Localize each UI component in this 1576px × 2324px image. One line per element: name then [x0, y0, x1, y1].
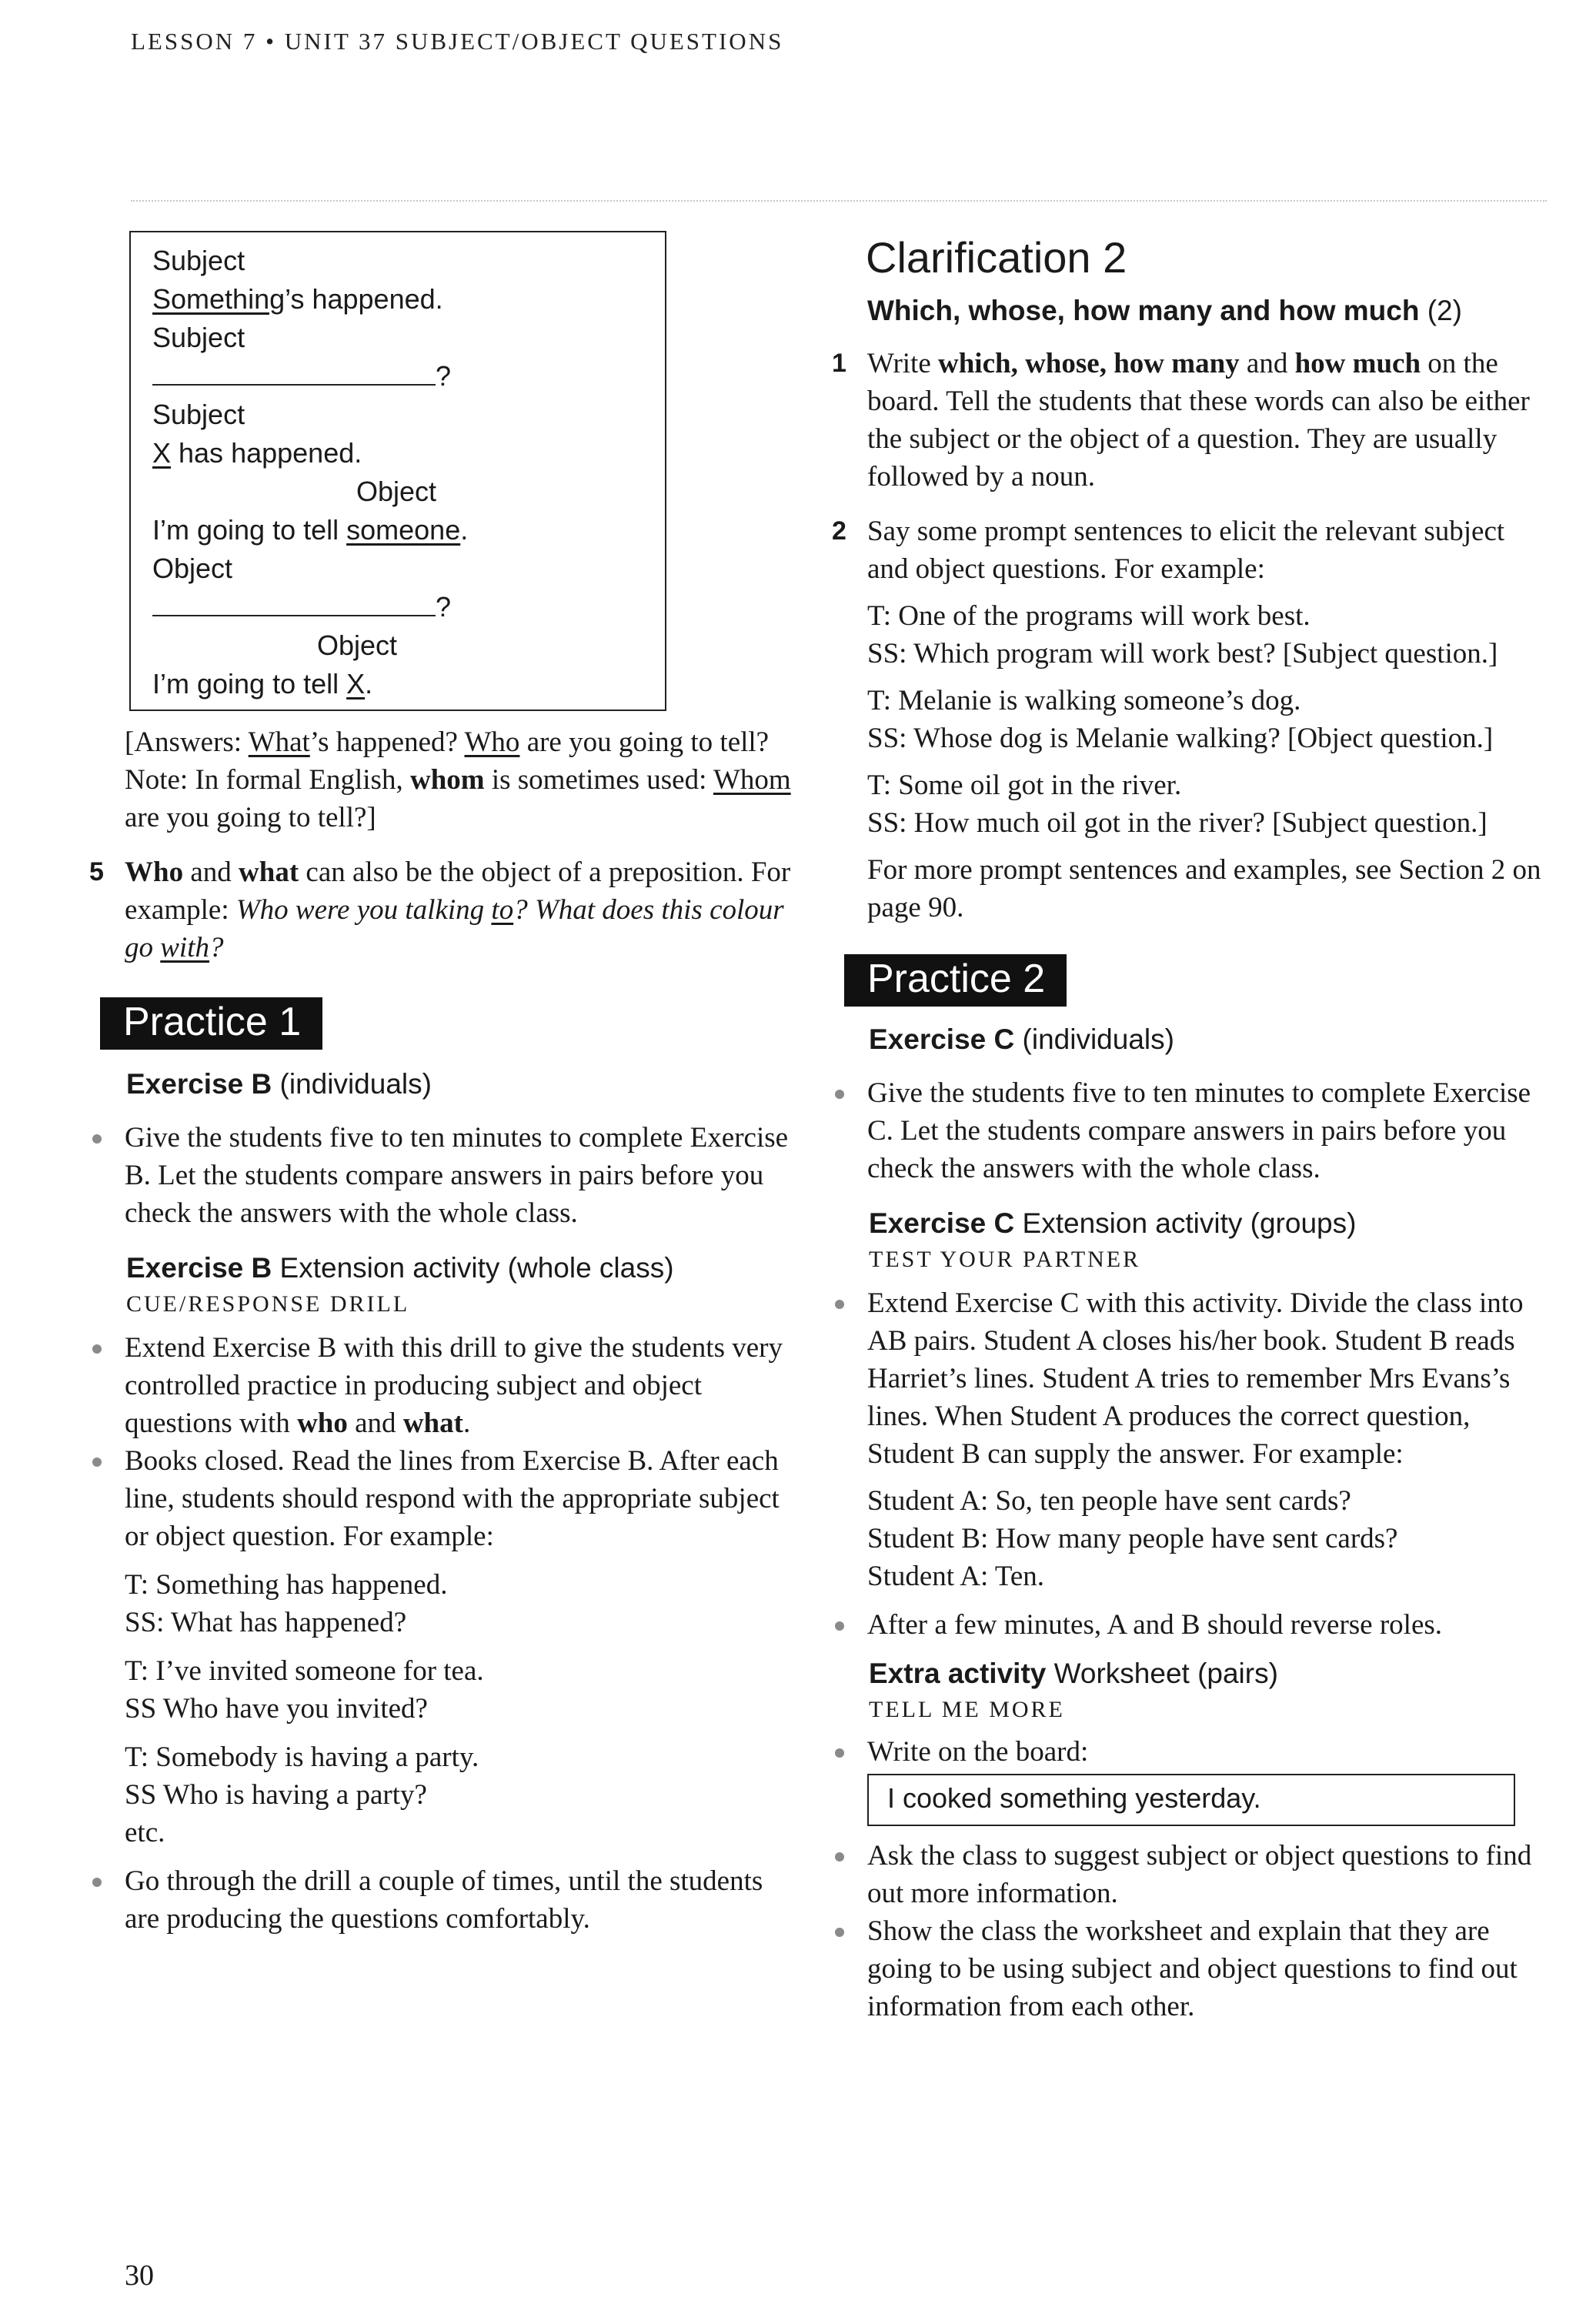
underlined-word: Whom [713, 764, 791, 796]
clarification-subheading [827, 291, 1543, 331]
example-line: T: I’ve invited someone for tea. [125, 1655, 484, 1687]
bullet-item: Write on the board: [827, 1733, 1543, 1771]
activity-label: TEST YOUR PARTNER [869, 1247, 1141, 1272]
drill-label: CUE/RESPONSE DRILL [126, 1291, 410, 1317]
text: Write [867, 348, 938, 379]
underlined-word: X [346, 668, 366, 700]
prompt-text: . [365, 668, 373, 700]
prompt-line [152, 280, 645, 319]
bold-word: whom [409, 764, 485, 796]
exercise-label: Exercise C [869, 1023, 1015, 1055]
prompt-line [152, 434, 645, 472]
italic-text: ? What does this colour go [125, 894, 784, 963]
example-line: SS: What has happened? [125, 1607, 407, 1638]
text: and [183, 856, 239, 888]
text: can also be the object of a preposition. For example: [125, 856, 791, 926]
bold-word: what [239, 856, 299, 888]
more-examples-note: For more prompt sentences and examples, see Section 2 on page 90. [867, 854, 1541, 923]
item-number: 2 [832, 516, 846, 546]
prompt-text: I’m going to tell [152, 514, 347, 546]
prompt-line: Subject [152, 399, 245, 430]
top-divider [131, 200, 1547, 202]
example-line: T: One of the programs will work best. [867, 600, 1311, 632]
text: on the board. Tell the students that these words can also be either the subject or the object of a question. They are usually followed by a noun. [867, 348, 1530, 493]
right-column [827, 231, 1543, 2025]
bullet-item: Extend Exercise C with this activity. Divide the class into AB pairs. Student A closes his/her book. Student B reads Harriet’s lines. Student A tries to remember Mrs Evans’s lines. When Student A produces the correct question, Student B can supply the answer. For example: [827, 1284, 1543, 1473]
exercise-label: Exercise B [126, 1068, 272, 1100]
extra-activity-heading [827, 1655, 1543, 1693]
question-mark: ? [436, 591, 452, 623]
example-line: etc. [125, 1817, 165, 1848]
exercise-label: Exercise B [126, 1252, 272, 1284]
item-number: 5 [89, 857, 104, 887]
prompt-line [152, 511, 645, 549]
exercise-c-extension-heading [827, 1204, 1543, 1243]
italic-text: Who were you talking [235, 894, 492, 926]
italic-text: ? [209, 932, 224, 963]
underlined-word: Who [464, 726, 520, 758]
prompt-text: . [460, 514, 469, 546]
underlined-word: What [248, 726, 310, 758]
prompt-line: Object [317, 629, 398, 661]
bullet-item: Go through the drill a couple of times, until the students are producing the questions comfortably. [85, 1862, 800, 1938]
exercise-mode: Worksheet (pairs) [1046, 1658, 1278, 1689]
text: is sometimes used: [484, 764, 713, 796]
exercise-mode: (individuals) [272, 1068, 432, 1100]
prompt-box [129, 231, 666, 711]
bullet-item: Ask the class to suggest subject or object questions to find out more information. [827, 1837, 1543, 1912]
example-line: SS Who is having a party? [125, 1779, 427, 1811]
example-line: Student A: So, ten people have sent cards? [867, 1485, 1351, 1517]
text: are you going to tell?] [125, 802, 376, 833]
exercise-mode: (individuals) [1014, 1023, 1174, 1055]
bold-word: how much [1294, 348, 1421, 379]
subheading-bold: Which, whose, how many and how much [867, 295, 1420, 326]
underlined-word: X [152, 437, 172, 469]
prompt-line: Subject [152, 245, 245, 276]
prompt-line: Object [356, 476, 437, 507]
prompt-text: I’m going to tell [152, 668, 347, 700]
bullet-item: Books closed. Read the lines from Exercise B. After each line, students should respond with the appropriate subject or object question. For example: [85, 1442, 800, 1555]
example-line: T: Some oil got in the river. [867, 770, 1182, 801]
running-head: LESSON 7 • UNIT 37 SUBJECT/OBJECT QUESTIONS [131, 28, 784, 55]
numbered-item-5 [85, 853, 800, 967]
example-line: Student A: Ten. [867, 1561, 1045, 1592]
text: Say some prompt sentences to elicit the relevant subject and object questions. For example: [867, 516, 1505, 585]
example-line: SS: Whose dog is Melanie walking? [Object question.] [867, 723, 1494, 754]
bullet-item: Show the class the worksheet and explain that they are going to be using subject and object questions to find out information from each other. [827, 1912, 1543, 2025]
left-column [85, 231, 800, 1938]
prompt-line [152, 357, 645, 396]
text: ’s happened? [309, 726, 465, 758]
exercise-b-heading [85, 1065, 800, 1104]
text: [Answers: [125, 726, 249, 758]
prompt-line: Object [152, 553, 233, 584]
bold-word: which, whose, how many [938, 348, 1240, 379]
numbered-item-2 [827, 513, 1543, 588]
text: Extend Exercise B with this drill to give the students very controlled practice in producing subject and object questions with [125, 1332, 783, 1439]
text: and [347, 1407, 403, 1439]
example-line: T: Something has happened. [125, 1569, 448, 1601]
practice-2-heading: Practice 2 [844, 954, 1067, 1007]
numbered-item-1 [827, 345, 1543, 496]
bold-word: what [402, 1407, 463, 1439]
exercise-c-heading [827, 1020, 1543, 1059]
example-line: Student B: How many people have sent cards? [867, 1523, 1398, 1554]
bullet-item: After a few minutes, A and B should reverse roles. [827, 1606, 1543, 1644]
page-number: 30 [125, 2259, 154, 2292]
answer-blank [152, 361, 436, 386]
practice-1-heading: Practice 1 [100, 997, 322, 1050]
clarification-2-heading: Clarification 2 [866, 233, 1127, 282]
bold-word: Who [125, 856, 184, 888]
prompt-line: Subject [152, 322, 245, 353]
board-sentence-box: I cooked something yesterday. [867, 1774, 1515, 1826]
prompt-line [152, 665, 645, 703]
exercise-b-extension-heading [85, 1249, 800, 1287]
bullet-item: Give the students five to ten minutes to complete Exercise C. Let the students compare answers in pairs before you check the answers with the whole class. [827, 1074, 1543, 1187]
underlined-word: with [160, 932, 209, 963]
bullet-item [85, 1329, 800, 1442]
example-line: T: Somebody is having a party. [125, 1741, 479, 1773]
item-number: 1 [832, 349, 846, 378]
subheading-rest: (2) [1419, 295, 1462, 326]
underlined-word: to [491, 894, 514, 926]
question-mark: ? [436, 360, 452, 392]
example-line: T: Melanie is walking someone’s dog. [867, 685, 1301, 716]
text: are you going to tell? Note: In formal English, [125, 726, 770, 796]
example-line: SS Who have you invited? [125, 1693, 428, 1725]
prompt-text: has happened. [171, 437, 362, 469]
prompt-line [152, 588, 645, 626]
example-line: SS: Which program will work best? [Subject question.] [867, 638, 1498, 669]
answers-paragraph [85, 723, 800, 836]
underlined-word: someone [346, 514, 461, 546]
example-line: SS: How much oil got in the river? [Subject question.] [867, 807, 1488, 839]
text: and [1239, 348, 1295, 379]
prompt-text: ’s happened. [285, 283, 443, 315]
exercise-mode: Extension activity (whole class) [272, 1252, 674, 1284]
activity-label: TELL ME MORE [869, 1697, 1065, 1722]
exercise-label: Extra activity [869, 1658, 1047, 1689]
answer-blank [152, 592, 436, 616]
bullet-item: Give the students five to ten minutes to complete Exercise B. Let the students compare answers in pairs before you check the answers with the whole class. [85, 1119, 800, 1232]
underlined-word: Something [152, 283, 285, 315]
text: . [462, 1407, 471, 1439]
bold-word: who [297, 1407, 348, 1439]
exercise-mode: Extension activity (groups) [1014, 1207, 1357, 1239]
exercise-label: Exercise C [869, 1207, 1015, 1239]
